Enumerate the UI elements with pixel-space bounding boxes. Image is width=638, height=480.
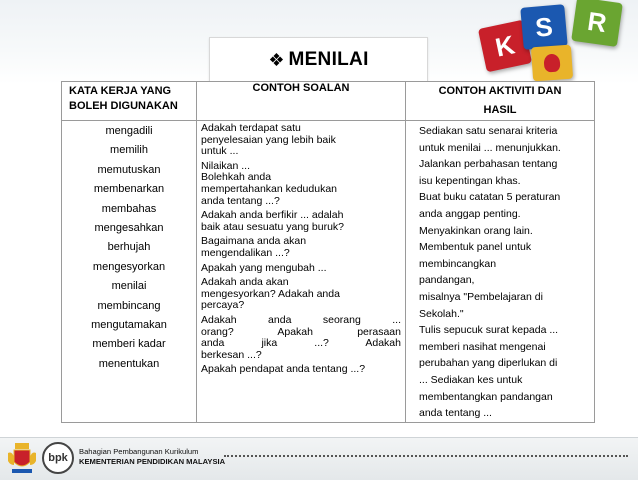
letter-block-r: R: [571, 0, 623, 47]
slide-title-box: [209, 37, 428, 83]
header-activities-line1: CONTOH AKTIVITI DAN: [438, 85, 562, 97]
header-verbs-line1: KATA KERJA YANG: [69, 85, 172, 97]
question-line: Adakah anda seorang ...: [201, 313, 401, 326]
verb-item: berhujah: [107, 241, 151, 254]
verb-item: mengesyorkan: [92, 260, 166, 273]
questions-list: [201, 123, 401, 376]
question-line: anda jika ...? Adakah: [201, 337, 401, 350]
activity-line: anda anggap penting.: [419, 207, 521, 220]
activity-line: Sekolah.": [419, 307, 464, 320]
activity-line: membincangkan: [419, 257, 497, 270]
activity-line: Membentuk panel untuk: [419, 241, 532, 254]
activity-line: anda tentang ...: [419, 407, 492, 420]
diamond-bullet-icon: ❖: [268, 49, 285, 70]
activity-line: pandangan,: [419, 274, 475, 287]
verb-item: memilih: [110, 144, 148, 157]
content-table: [61, 81, 595, 423]
question-line: percaya?: [201, 299, 245, 312]
verb-item: mengesahkan: [94, 222, 164, 235]
bpk-logo: bpk: [42, 442, 74, 474]
question-line: mempertahankan kedudukan: [201, 182, 338, 195]
question-line: Bagaimana anda akan: [201, 235, 307, 248]
header-activities-line2: HASIL: [483, 104, 517, 116]
slide-title: MENILAI: [288, 49, 369, 70]
question-line: Bolehkah anda: [201, 171, 272, 184]
verb-item: memutuskan: [97, 163, 161, 176]
question-line: Nilaikan ...: [201, 159, 251, 172]
activity-line: Buat buku catatan 5 peraturan: [419, 191, 561, 204]
verb-item: menilai: [111, 280, 147, 293]
header-verbs-line2: BOLEH DIGUNAKAN: [69, 100, 178, 112]
activity-line: Menyakinkan orang lain.: [419, 224, 533, 237]
activity-line: Tulis sepucuk surat kepada ...: [419, 324, 559, 337]
question-line: Adakah terdapat satu: [201, 122, 301, 134]
activities-cell: [406, 121, 595, 423]
malaysia-crest-icon: [6, 441, 38, 475]
ksr-letter-blocks: [470, 0, 638, 84]
verb-item: membincang: [97, 299, 161, 312]
activity-line: perubahan yang diperlukan di: [419, 357, 558, 370]
question-line: Adakah anda berfikir ... adalah: [201, 209, 344, 222]
verbs-cell: [62, 121, 197, 423]
footer-division: Bahagian Pembangunan Kurikulum: [79, 447, 199, 456]
activities-list: [419, 123, 590, 422]
verb-item: membenarkan: [93, 183, 165, 196]
question-line: orang? Apakah perasaan: [201, 325, 401, 338]
question-line: Adakah anda akan: [201, 276, 289, 289]
footer-bar: [0, 437, 638, 480]
question-line: mengendalikan ...?: [201, 246, 290, 259]
letter-block-k: K: [478, 20, 532, 73]
footer-ministry: KEMENTERIAN PENDIDIKAN MALAYSIA: [79, 457, 226, 466]
question-line: Apakah yang mengubah ...: [201, 261, 327, 274]
header-verbs: [62, 82, 197, 121]
header-activities: [406, 82, 595, 121]
activity-line: memberi nasihat mengenai: [419, 340, 546, 353]
question-line: berkesan ...?: [201, 348, 262, 361]
activity-line: isu kepentingan khas.: [419, 174, 521, 187]
table-header-row: [62, 82, 595, 121]
verb-item: mengadili: [105, 125, 153, 137]
activity-line: misalnya "Pembelajaran di: [419, 290, 543, 303]
table-body-row: [62, 121, 595, 423]
footer-text: [79, 447, 225, 467]
questions-cell: [197, 121, 406, 423]
question-line: mengesyorkan? Adakah anda: [201, 287, 340, 300]
question-line: penyelesaian yang lebih baik: [201, 133, 336, 146]
header-questions: CONTOH SOALAN: [197, 82, 406, 121]
question-line: Apakah pendapat anda tentang ...?: [201, 363, 366, 376]
activity-line: membentangkan pandangan: [419, 390, 553, 403]
activity-line: untuk menilai ... menunjukkan.: [419, 141, 561, 154]
question-line: anda tentang ...?: [201, 194, 280, 207]
footer-dotted-line: [224, 455, 628, 457]
crest-block-icon: [531, 45, 573, 82]
letter-block-s: S: [520, 4, 567, 50]
question-line: baik atau sesuatu yang buruk?: [201, 220, 345, 233]
verb-item: memberi kadar: [92, 338, 166, 351]
verb-item: menentukan: [98, 357, 160, 370]
verbs-list: [62, 121, 196, 374]
verb-item: mengutamakan: [91, 319, 167, 332]
activity-line: ... Sediakan kes untuk: [419, 373, 523, 386]
verb-item: membahas: [101, 202, 157, 215]
question-line: untuk ...: [201, 145, 239, 158]
activity-line: Sediakan satu senarai kriteria: [419, 125, 558, 137]
activity-line: Jalankan perbahasan tentang: [419, 158, 558, 171]
